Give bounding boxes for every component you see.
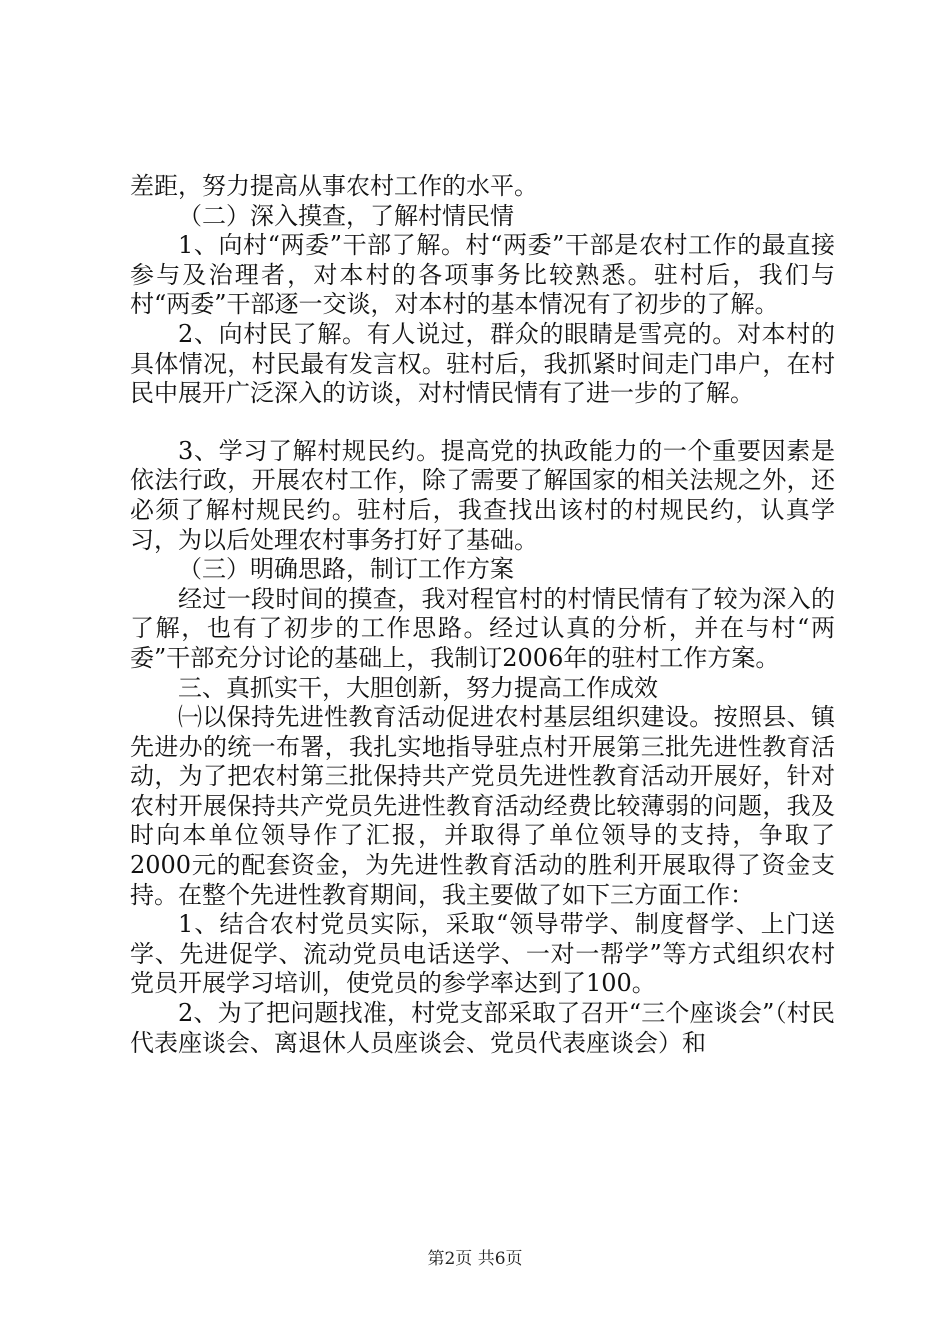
paragraph-continuation: 差距，努力提高从事农村工作的水平。 — [130, 172, 538, 200]
paragraph-study-item-1: 1、结合农村党员实际，采取“领导带学、制度督学、上门送学、先进促学、流动党员电话送学、一对一帮学”等方式组织农村党员开展学习培训，使党员的参学率达到了100。 — [130, 910, 835, 998]
paragraph-item-3: 3、学习了解村规民约。提高党的执政能力的一个重要因素是依法行政，开展农村工作，除了需要了解国家的相关法规之外，还必须了解村规民约。驻村后，我查找出该村的村规民约，认真学习，为以后处理农村事务打好了基础。 — [130, 436, 835, 554]
page-footer: 第2页 共6页 — [427, 1249, 523, 1269]
section-heading-2: （二）深入摸查，了解村情民情 — [178, 201, 514, 230]
section-heading-3: （三）明确思路，制订工作方案 — [178, 555, 514, 584]
paragraph-plan: 经过一段时间的摸查，我对程官村的村情民情有了较为深入的了解，也有了初步的工作思路。经过认真的分析，并在与村“两委”干部充分讨论的基础上，我制订2006年的驻村工作方案。 — [130, 584, 835, 672]
document-body — [130, 172, 835, 1058]
paragraph-item-2: 2、向村民了解。有人说过，群众的眼睛是雪亮的。对本村的具体情况，村民最有发言权。驻村后，我抓紧时间走门串户，在村民中展开广泛深入的访谈，对村情民情有了进一步的了解。 — [130, 319, 835, 408]
paragraph-study-item-2: 2、为了把问题找准，村党支部采取了召开“三个座谈会”（村民代表座谈会、离退休人员座谈会、党员代表座谈会）和 — [130, 999, 835, 1057]
paragraph-item-1: 1、向村“两委”干部了解。村“两委”干部是农村工作的最直接参与及治理者，对本村的各项事务比较熟悉。驻村后，我们与村“两委”干部逐一交谈，对本村的基本情况有了初步的了解。 — [130, 231, 835, 319]
paragraph-gap — [130, 409, 835, 437]
paragraph-education: ㈠以保持先进性教育活动促进农村基层组织建设。按照县、镇先进办的统一布署，我扎实地指导驻点村开展第三批先进性教育活动，为了把农村第三批保持共产党员先进性教育活动开展好，针对农村开展保持共产党员先进性教育活动经费比较薄弱的问题，我及时向本单位领导作了汇报，并取得了单位领导的支持，争取了2000元的配套资金，为先进性教育活动的胜利开展取得了资金支持。在整个先进性教育期间，我主要做了如下三方面工作： — [130, 703, 835, 909]
section-heading-major: 三、真抓实干，大胆创新，努力提高工作成效 — [178, 673, 658, 702]
